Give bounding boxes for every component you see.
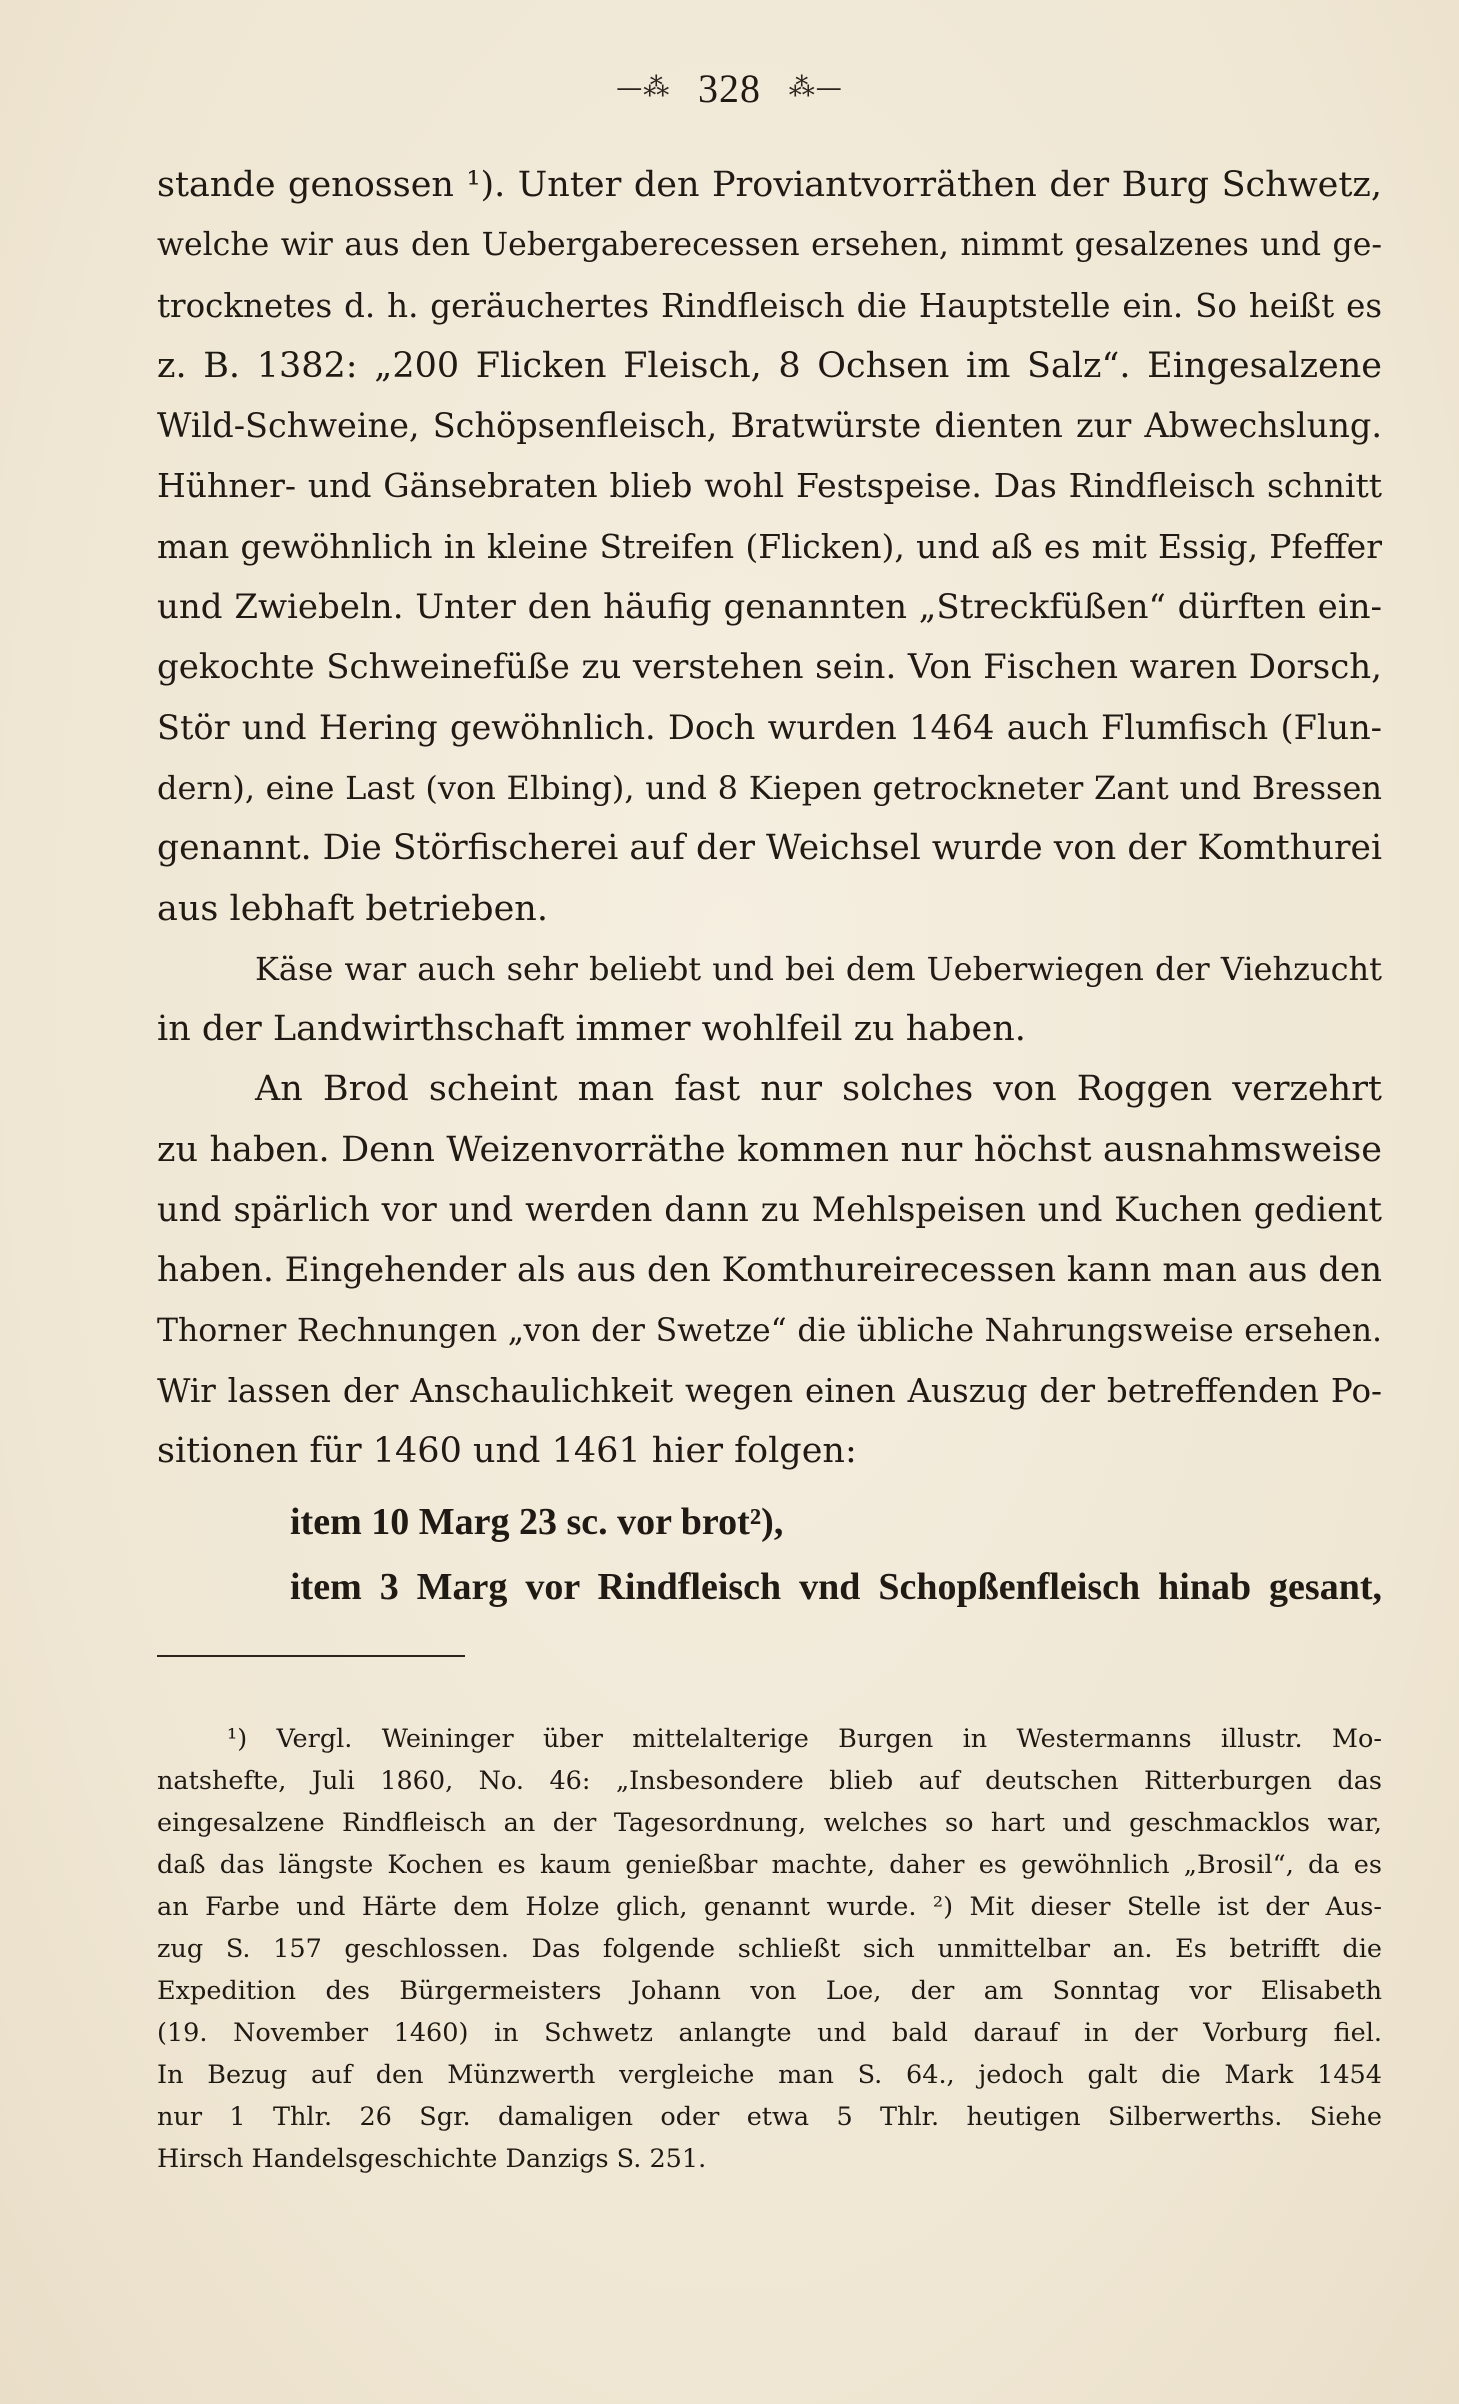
footnote-divider (157, 1655, 465, 1657)
footnote-line: an Farbe und Härte dem Holze glich, genannt wurde. ²) Mit dieser Stelle ist der Aus- (157, 1892, 1382, 1922)
text-line: gekochte Schweinefüße zu verstehen sein. Von Fischen waren Dorsch, (157, 647, 1382, 688)
main-text (157, 155, 1382, 1482)
text-line: Käse war auch sehr beliebt und bei dem Ueberwiegen der Viehzucht (255, 949, 1382, 988)
footnote-line: In Bezug auf den Münzwerth vergleiche man S. 64., jedoch galt die Mark 1454 (157, 2060, 1382, 2090)
text-line: und spärlich vor und werden dann zu Mehlspeisen und Kuchen gedient (157, 1190, 1382, 1230)
footnote-line: Expedition des Bürgermeisters Johann von Loe, der am Sonntag vor Elisabeth (157, 1976, 1382, 2006)
footnote-line: Hirsch Handelsgeschichte Danzigs S. 251. (157, 2144, 707, 2174)
footnote-line: natshefte, Juli 1860, No. 46: „Insbesondere blieb auf deutschen Ritterburgen das (157, 1766, 1382, 1796)
text-line: in der Landwirthschaft immer wohlfeil zu haben. (157, 1009, 1026, 1050)
ornament-right: ⁂— (788, 73, 843, 103)
footnote-line: daß das längste Kochen es kaum genießbar machte, daher es gewöhnlich „Brosil“, da es (157, 1850, 1382, 1880)
text-line: trocknetes d. h. geräuchertes Rindfleisch die Hauptstelle ein. So heißt es (157, 286, 1382, 325)
text-line: stande genossen ¹). Unter den Proviantvorräthen der Burg Schwetz, (157, 165, 1382, 205)
text-line: man gewöhnlich in kleine Streifen (Flicken), und aß es mit Essig, Pfeffer (157, 526, 1382, 566)
text-line: Stör und Hering gewöhnlich. Doch wurden 1464 auch Flumfisch (Flun- (157, 707, 1382, 747)
text-line: und Zwiebeln. Unter den häufig genannten „Streckfüßen“ dürften ein- (157, 587, 1382, 628)
footnotes (157, 1718, 1382, 2180)
text-line: z. B. 1382: „200 Flicken Fleisch, 8 Ochsen im Salz“. Eingesalzene (157, 345, 1382, 386)
text-line: An Brod scheint man fast nur solches von Roggen verzehrt (255, 1069, 1382, 1110)
text-line: Wild-Schweine, Schöpsenfleisch, Bratwürste dienten zur Abwechslung. (157, 406, 1382, 446)
text-line: genannt. Die Störfischerei auf der Weichsel wurde von der Komthurei (157, 828, 1382, 869)
text-line: dern), eine Last (von Elbing), und 8 Kiepen getrockneter Zant und Bressen (157, 768, 1382, 807)
footnote-line: nur 1 Thlr. 26 Sgr. damaligen oder etwa 5 Thlr. heutigen Silberwerths. Siehe (157, 2102, 1382, 2132)
quoted-item-line: item 3 Marg vor Rindfleisch vnd Schopßenfleisch hinab gesant, (290, 1566, 1382, 1608)
page-number: 328 (698, 65, 761, 111)
text-line: haben. Eingehender als aus den Komthureirecessen kann man aus den (157, 1250, 1382, 1291)
footnote-line: zug S. 157 geschlossen. Das folgende schließt sich unmittelbar an. Es betrifft die (157, 1934, 1382, 1964)
text-line: welche wir aus den Uebergaberecessen ersehen, nimmt gesalzenes und ge- (157, 227, 1382, 264)
ornament-left: —⁂ (616, 73, 671, 103)
text-line: aus lebhaft betrieben. (157, 888, 548, 929)
text-line: Thorner Rechnungen „von der Swetze“ die übliche Nahrungsweise ersehen. (157, 1312, 1382, 1349)
page-header (0, 62, 1459, 112)
text-line: sitionen für 1460 und 1461 hier folgen: (157, 1431, 857, 1472)
footnote-line: eingesalzene Rindfleisch an der Tagesordnung, welches so hart und geschmacklos war, (157, 1808, 1382, 1838)
footnote-line: (19. November 1460) in Schwetz anlangte und bald darauf in der Vorburg fiel. (157, 2018, 1382, 2048)
footnote-line: ¹) Vergl. Weininger über mittelalterige Burgen in Westermanns illustr. Mo- (227, 1724, 1382, 1754)
quoted-item-line: item 10 Marg 23 sc. vor brot²), (290, 1501, 784, 1543)
text-line: Wir lassen der Anschaulichkeit wegen einen Auszug der betreffenden Po- (157, 1371, 1382, 1410)
text-line: zu haben. Denn Weizenvorräthe kommen nur höchst ausnahmsweise (157, 1129, 1382, 1170)
text-line: Hühner- und Gänsebraten blieb wohl Festspeise. Das Rindfleisch schnitt (157, 466, 1382, 506)
